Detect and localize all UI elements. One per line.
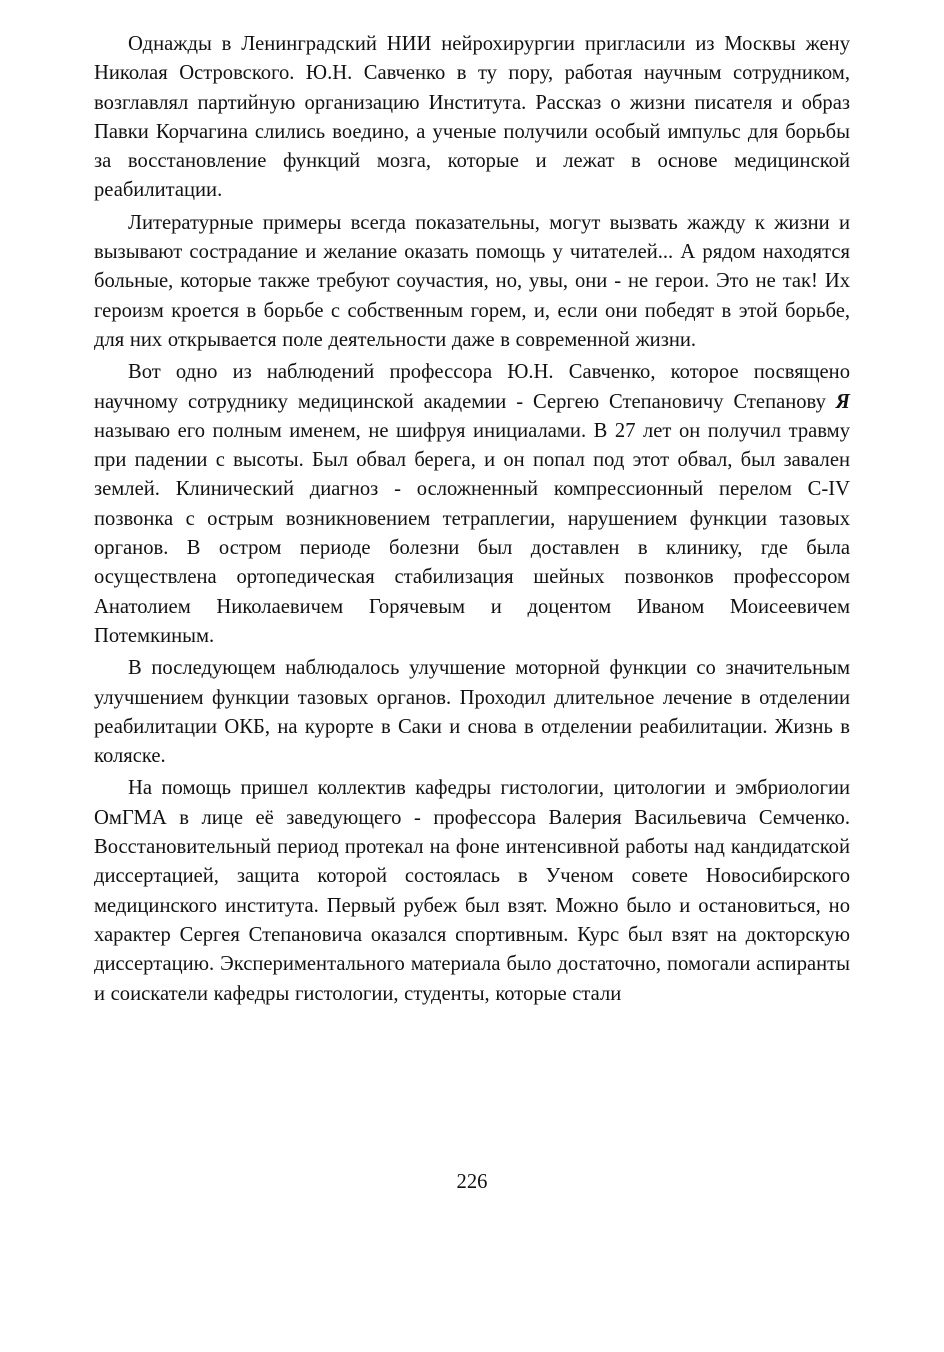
paragraph-1: Однажды в Ленинградский НИИ нейрохирургии пригласили из Москвы жену Николая Островского. Ю.Н. Савченко в ту пору, работая научным сотрудником, возглавлял партийную организацию Института. Рассказ о жизни писателя и образ Павки Корчагина слились воедино, а ученые получили особый импульс для борьбы за восстановление функций мозга, которые и лежат в основе медицинской реабилитации. xyxy=(94,33,850,202)
page-number: 226 xyxy=(456,1171,488,1193)
paragraph-5: На помощь пришел коллектив кафедры гистологии, цитологии и эмбриологии ОмГМА в лице её заведующего - профессора Валерия Васильевича Семченко. Восстановительный период протекал на фоне интенсивной работы над кандидатской диссертацией, защита которой состоялась в Ученом совете Новосибирского медицинского института. Первый рубеж был взят. Можно было и остановиться, но характер Сергея Степановича оказался спортивным. Курс был взят на докторскую диссертацию. Экспериментального материала было достаточно, помогали аспиранты и соискатели кафедры гистологии, студенты, которые стали xyxy=(94,777,850,1005)
paragraph-4: В последующем наблюдалось улучшение моторной функции со значительным улучшением функции тазовых органов. Проходил длительное лечение в отделении реабилитации ОКБ, на курорте в Саки и снова в отделении реабилитации. Жизнь в коляске. xyxy=(94,657,850,768)
paragraph-3-text-after: называю его полным именем, не шифруя инициалами. В 27 лет он получил травму при падении с высоты. Был обвал берега, и он попал под этот обвал, был завален землей. Клинический диагноз - осложненный компрессионный перелом C-IV позвонка с острым возникновением тетраплегии, нарушением функции тазовых органов. В остром периоде болезни был доставлен в клинику, где была осуществлена ортопедическая стабилизация шейных позвонков профессором Анатолием Николаевичем Горячевым и доцентом Иваном Моисеевичем Потемкиным. xyxy=(94,419,850,647)
page-body xyxy=(94,30,850,1009)
paragraph-3-text-before: Вот одно из наблюдений профессора Ю.Н. Савченко, которое посвящено научному сотруднику медицинской академии - Сергею Степановичу Степанову xyxy=(94,361,850,413)
bold-italic-letter: Я xyxy=(835,390,850,413)
paragraph-2: Литературные примеры всегда показательны, могут вызвать жажду к жизни и вызывают сострадание и желание оказать помощь у читателей... А рядом находятся больные, которые также требуют соучастия, но, увы, они - не герои. Это не так! Их героизм кроется в борьбе с собственным горем, и, если они победят в этой борьбе, для них открывается поле деятельности даже в современной жизни. xyxy=(94,211,850,351)
paragraph-3 xyxy=(94,358,850,651)
